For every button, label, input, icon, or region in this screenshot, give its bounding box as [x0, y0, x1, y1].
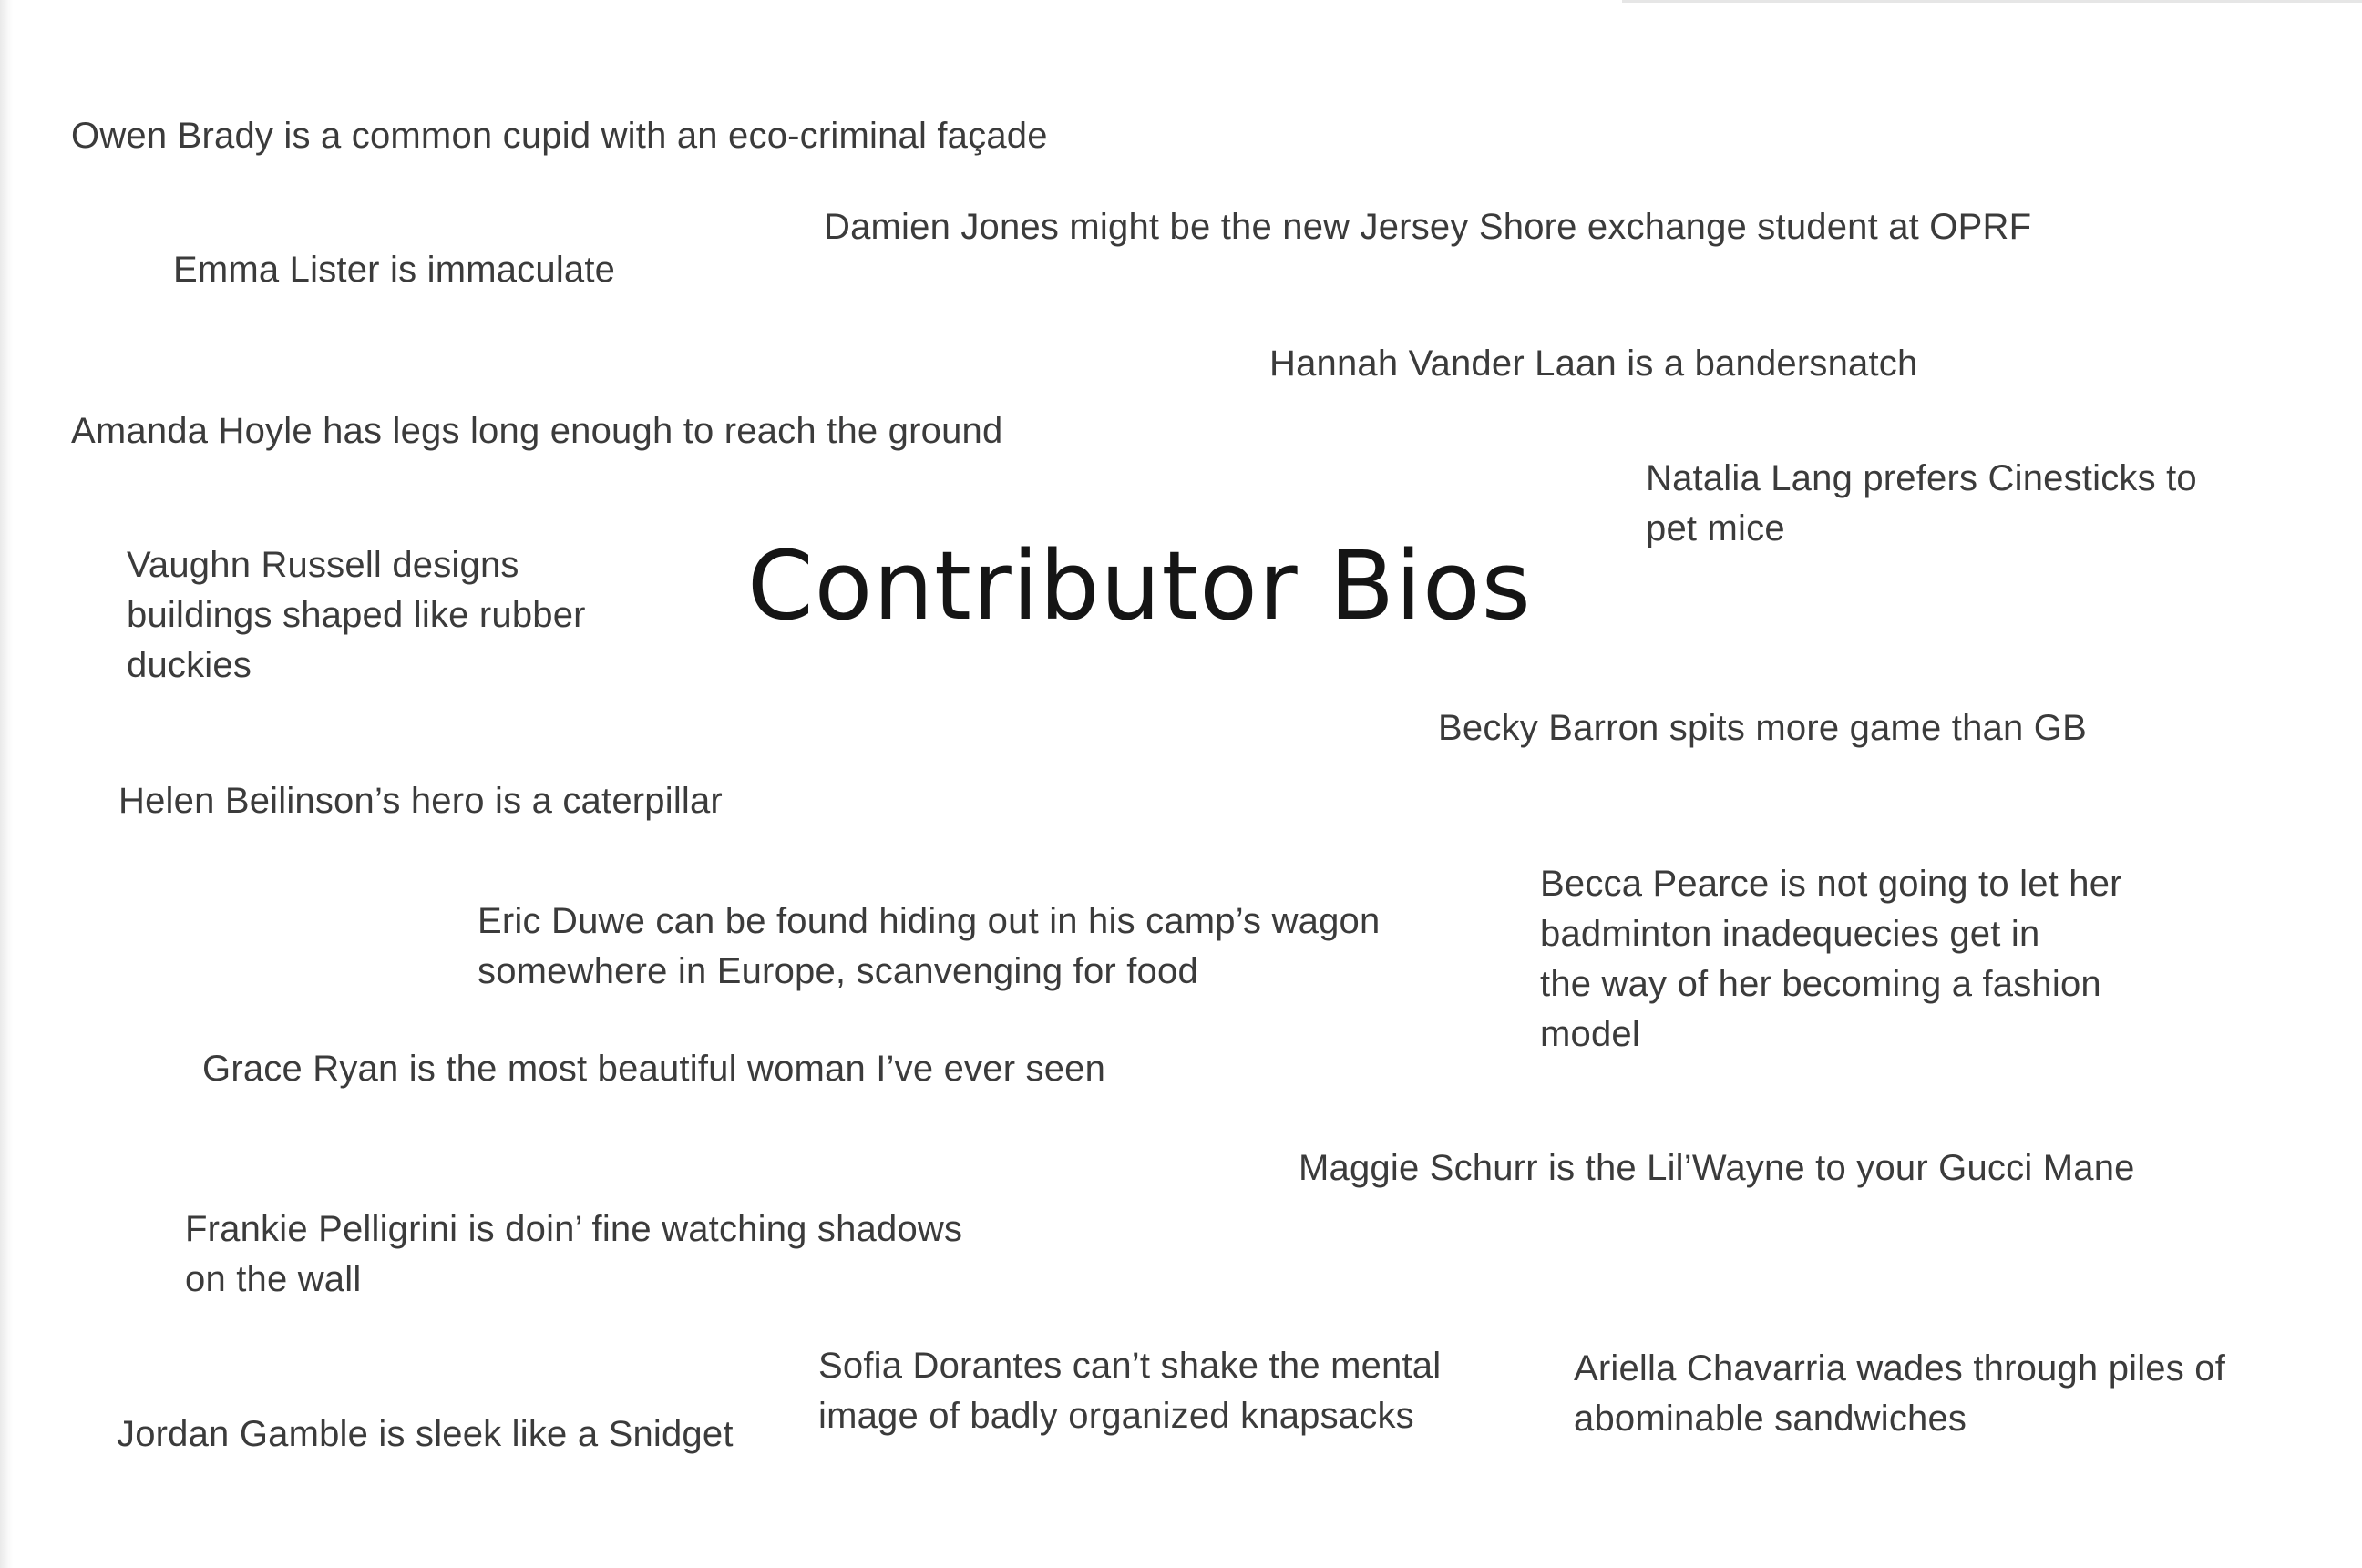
bio-line: the way of her becoming a fashion — [1540, 964, 2101, 1004]
bio-vaughn-russell — [127, 540, 586, 691]
bio-line: buildings shaped like rubber — [127, 595, 586, 635]
bio-line: badminton inadequecies get in — [1540, 914, 2040, 954]
bio-emma-lister: Emma Lister is immaculate — [173, 250, 616, 290]
bio-line: on the wall — [185, 1259, 362, 1299]
bio-line: Becca Pearce is not going to let her — [1540, 864, 2122, 904]
bio-line: model — [1540, 1014, 1640, 1054]
bio-frankie-pelligrini — [185, 1204, 962, 1305]
bio-helen-beilinson: Helen Beilinson’s hero is a caterpillar — [118, 781, 723, 821]
bio-line: somewhere in Europe, scanvenging for food — [478, 951, 1198, 991]
bio-line: Ariella Chavarria wades through piles of — [1574, 1348, 2226, 1389]
bio-line: image of badly organized knapsacks — [818, 1396, 1414, 1436]
bio-line: Sofia Dorantes can’t shake the mental — [818, 1346, 1442, 1386]
bio-line: abominable sandwiches — [1574, 1399, 1967, 1439]
bio-sofia-dorantes — [818, 1341, 1441, 1441]
bio-line: Natalia Lang prefers Cinesticks to — [1646, 458, 2197, 498]
page-top-edge — [1622, 0, 2362, 3]
bio-natalia-lang — [1646, 454, 2197, 554]
bio-hannah-vander-laan: Hannah Vander Laan is a bandersnatch — [1269, 343, 1918, 384]
bio-line: duckies — [127, 645, 252, 685]
bio-becca-pearce — [1540, 859, 2122, 1060]
bio-jordan-gamble: Jordan Gamble is sleek like a Snidget — [117, 1414, 734, 1454]
bio-owen-brady: Owen Brady is a common cupid with an eco-criminal façade — [71, 116, 1048, 156]
bio-line: pet mice — [1646, 508, 1785, 548]
bio-grace-ryan: Grace Ryan is the most beautiful woman I’ve ever seen — [202, 1049, 1106, 1089]
page-title: Contributor Bios — [747, 530, 1532, 641]
bio-line: Eric Duwe can be found hiding out in his camp’s wagon — [478, 901, 1381, 941]
bio-maggie-schurr: Maggie Schurr is the Lil’Wayne to your Gucci Mane — [1299, 1148, 2135, 1188]
bio-line: Frankie Pelligrini is doin’ fine watching shadows — [185, 1209, 963, 1249]
bio-ariella-chavarria — [1574, 1344, 2225, 1444]
bio-becky-barron: Becky Barron spits more game than GB — [1438, 708, 2087, 748]
bio-amanda-hoyle: Amanda Hoyle has legs long enough to reach the ground — [71, 411, 1003, 451]
bio-line: Vaughn Russell designs — [127, 545, 519, 585]
bio-eric-duwe — [478, 897, 1380, 997]
bio-damien-jones: Damien Jones might be the new Jersey Shore exchange student at OPRF — [824, 207, 2032, 247]
page-edge-shadow — [0, 0, 13, 1568]
